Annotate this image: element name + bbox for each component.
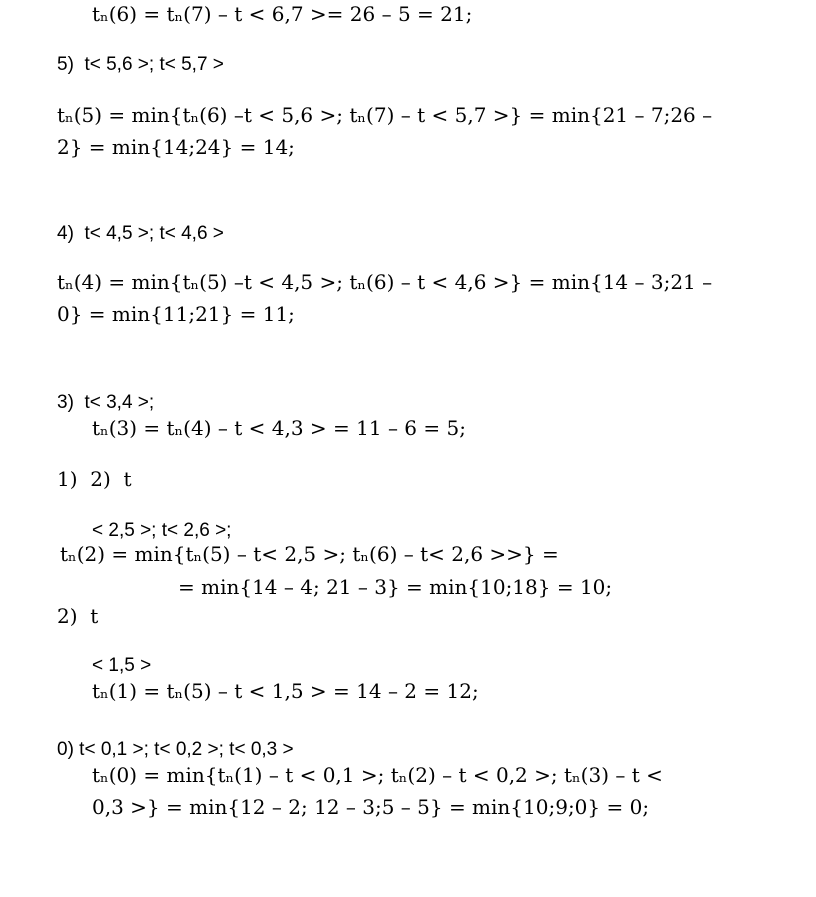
step-1-2-header: 1) 2) t [57, 467, 132, 491]
eq-tn6: tₙ(6) = tₙ(7) – t < 6,7 >= 26 – 5 = 21; [92, 2, 473, 26]
step-2-header: 2) t [57, 604, 99, 628]
step-5-header: 5) t< 5,6 >; t< 5,7 > [57, 54, 224, 75]
step-4-header: 4) t< 4,5 >; t< 4,6 > [57, 223, 224, 244]
eq-tn4-line2: 0} = min{11;21} = 11; [57, 302, 295, 326]
eq-tn2-line1: tₙ(2) = min{tₙ(5) – t< 2,5 >; tₙ(6) – t< 2,6 >>} = [60, 542, 559, 566]
eq-tn5-line1: tₙ(5) = min{tₙ(6) –t < 5,6 >; tₙ(7) – t < 5,7 >} = min{21 – 7;26 – [57, 103, 713, 127]
eq-tn0-line2: 0,3 >} = min{12 – 2; 12 – 3;5 – 5} = min{10;9;0} = 0; [92, 795, 650, 819]
eq-tn2-line2: = min{14 – 4; 21 – 3} = min{10;18} = 10; [178, 575, 613, 599]
eq-tn3: tₙ(3) = tₙ(4) – t < 4,3 > = 11 – 6 = 5; [92, 416, 466, 440]
step-0-header: 0) t< 0,1 >; t< 0,2 >; t< 0,3 > [57, 739, 294, 760]
eq-tn0-line1: tₙ(0) = min{tₙ(1) – t < 0,1 >; tₙ(2) – t < 0,2 >; tₙ(3) – t < [92, 763, 663, 787]
eq-tn1: tₙ(1) = tₙ(5) – t < 1,5 > = 14 – 2 = 12; [92, 679, 479, 703]
eq-tn4-line1: tₙ(4) = min{tₙ(5) –t < 4,5 >; tₙ(6) – t < 4,6 >} = min{14 – 3;21 – [57, 270, 713, 294]
step-3-header: 3) t< 3,4 >; [57, 392, 155, 413]
eq-tn5-line2: 2} = min{14;24} = 14; [57, 135, 295, 159]
step-1-arc: < 1,5 > [92, 655, 152, 676]
step-2-arcs: < 2,5 >; t< 2,6 >; [92, 520, 232, 541]
